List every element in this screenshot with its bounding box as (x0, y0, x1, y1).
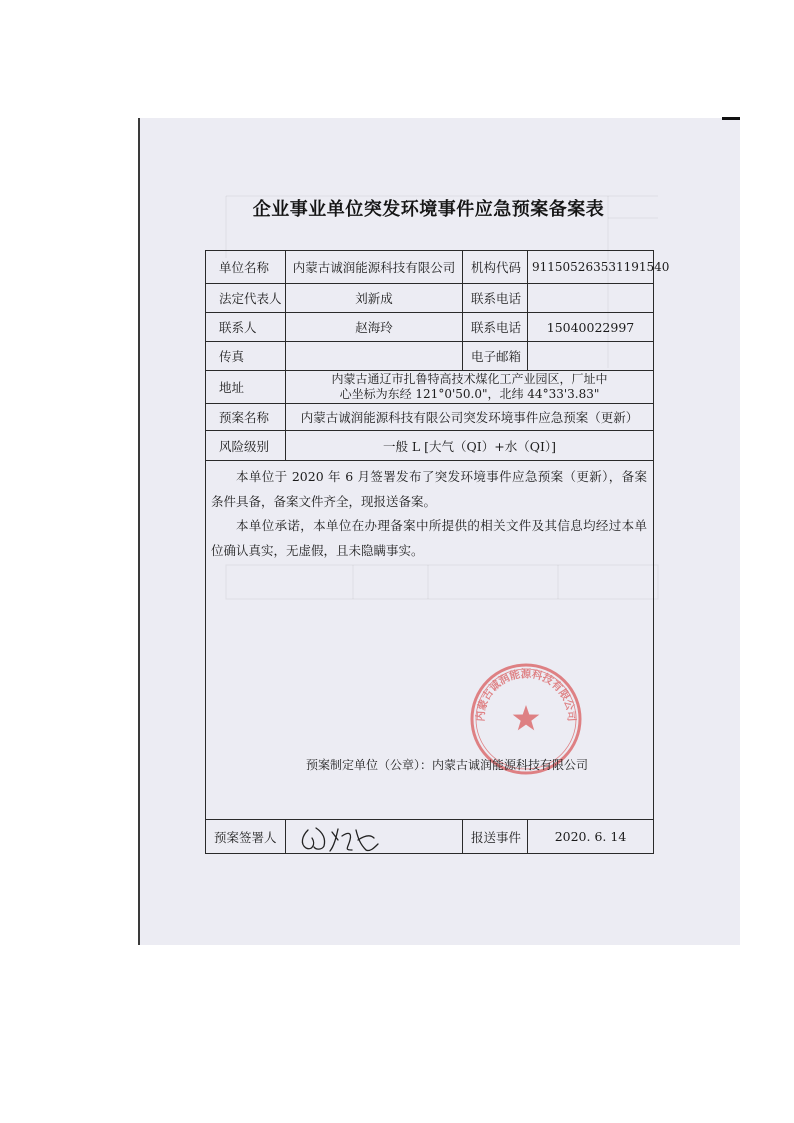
row-address (206, 371, 654, 404)
row-plan-name (206, 404, 654, 431)
plan-name-label: 预案名称 (206, 404, 286, 431)
phone-value-1 (528, 284, 654, 313)
org-code-label: 机构代码 (463, 251, 528, 284)
issuer-line: 预案制定单位（公章）：内蒙古诚润能源科技有限公司 (306, 758, 589, 772)
contact-label: 联系人 (206, 313, 286, 342)
declaration-cell (206, 461, 654, 820)
unit-name-label: 单位名称 (206, 251, 286, 284)
address-value (286, 371, 654, 404)
declaration-area (206, 461, 653, 819)
risk-level-label: 风险级别 (206, 431, 286, 461)
signer-signature-cell (286, 820, 463, 854)
unit-name-value: 内蒙古诚润能源科技有限公司 (286, 251, 463, 284)
declaration-paragraph-1: 本单位于 2020 年 6 月签署发布了突发环境事件应急预案（更新），备案条件具备，备案文件齐全，现报送备案。 (211, 469, 647, 509)
row-unit-name (206, 251, 654, 284)
fax-value (286, 342, 463, 371)
signer-label: 预案签署人 (206, 820, 286, 854)
fax-label: 传真 (206, 342, 286, 371)
filing-form-table (205, 250, 670, 854)
phone-label-1: 联系电话 (463, 284, 528, 313)
org-code-value: 911505263531191540 (528, 251, 654, 284)
submit-date: 2020. 6. 14 (528, 820, 654, 854)
handwritten-signature (286, 820, 456, 854)
email-label: 电子邮箱 (463, 342, 528, 371)
plan-name-value: 内蒙古诚润能源科技有限公司突发环境事件应急预案（更新） (286, 404, 654, 431)
submit-label: 报送事件 (463, 820, 528, 854)
risk-level-value: 一般 L [大气（QI）+水（QI）] (286, 431, 654, 461)
row-risk-level (206, 431, 654, 461)
contact-value: 赵海玲 (286, 313, 463, 342)
seal-star-icon (513, 705, 540, 730)
legal-rep-value: 刘新成 (286, 284, 463, 313)
row-contact (206, 313, 654, 342)
row-declaration (206, 461, 654, 820)
contact-phone-value: 15040022997 (528, 313, 654, 342)
phone-label-2: 联系电话 (463, 313, 528, 342)
declaration-text (211, 465, 647, 563)
document-title: 企业事业单位突发环境事件应急预案备案表 (252, 199, 605, 220)
row-fax (206, 342, 654, 371)
row-legal-rep (206, 284, 654, 313)
declaration-paragraph-2: 本单位承诺，本单位在办理备案中所提供的相关文件及其信息均经过本单位确认真实，无虚假，且未隐瞒事实。 (211, 518, 647, 558)
email-value (528, 342, 654, 371)
address-line-2: 心坐标为东经 121°0'50.0"，北纬 44°33'3.83" (339, 387, 600, 401)
address-label: 地址 (206, 371, 286, 404)
row-signature (206, 820, 654, 854)
address-line-1: 内蒙古通辽市扎鲁特高技术煤化工产业园区，厂址中 (331, 372, 608, 386)
seal-text: 内蒙古诚润能源科技有限公司 (474, 668, 578, 722)
legal-rep-label: 法定代表人 (206, 284, 286, 313)
